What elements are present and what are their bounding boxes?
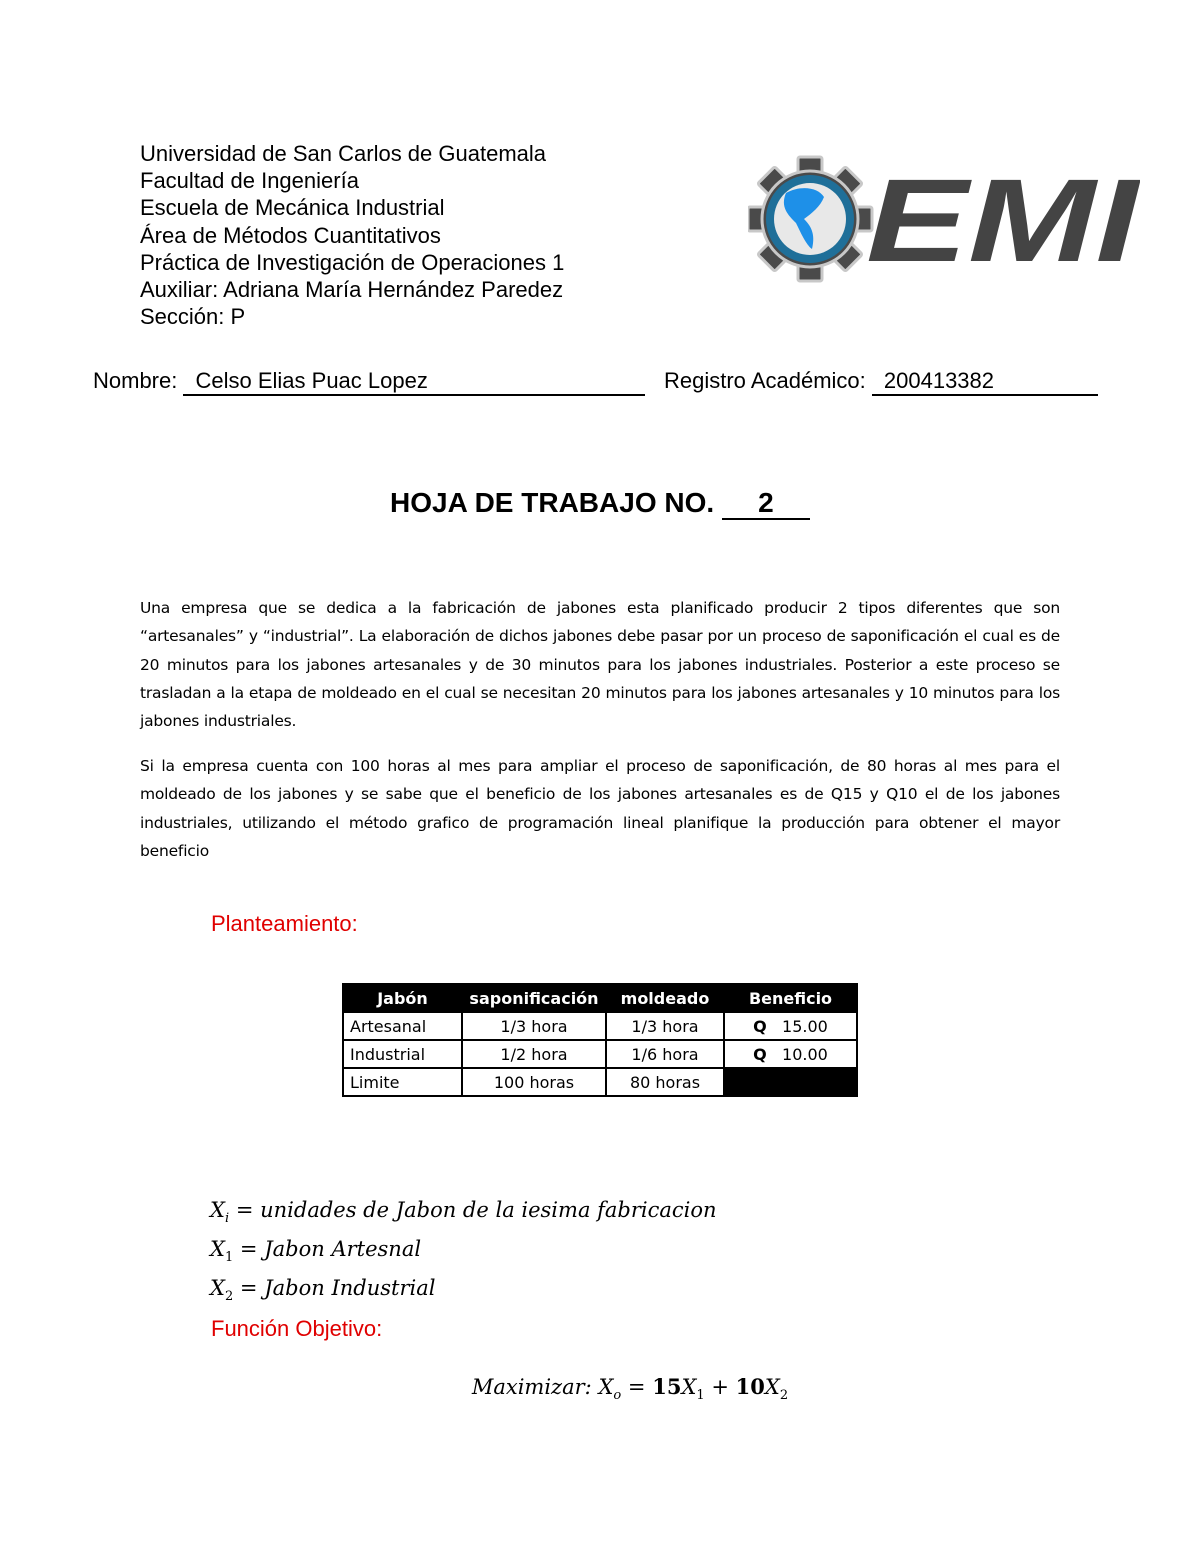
registro-field: [664, 368, 1098, 396]
table-row: [343, 1068, 857, 1096]
planteamiento-heading: Planteamiento:: [211, 911, 358, 936]
currency: Q: [753, 1044, 767, 1064]
header-cell: Beneficio: [724, 984, 857, 1012]
variable-definitions: [210, 1195, 717, 1313]
cell: [724, 1040, 857, 1068]
svg-text:EMI: EMI: [866, 155, 1140, 283]
header-line: Práctica de Investigación de Operaciones 1: [140, 249, 565, 275]
funcion-objetivo-heading: Función Objetivo:: [211, 1316, 383, 1341]
cell: 1/3 hora: [606, 1012, 724, 1040]
header-cell: Jabón: [343, 984, 462, 1012]
variable-line: $X_1$ = Jabon Artesnal: [210, 1237, 422, 1266]
amount: 10.00: [782, 1044, 828, 1064]
worksheet-number: 2: [722, 488, 810, 520]
cell: [724, 1012, 857, 1040]
data-table: [342, 983, 858, 1097]
currency: Q: [753, 1016, 767, 1036]
problem-paragraph-2: Si la empresa cuenta con 100 horas al mes para ampliar el proceso de saponificación, de 80 horas al mes para el moldeado de los jabones y se sabe que el beneficio de los jabones artesanales es de Q15 y Q10 el de los jabones industriales, utilizando el método grafico de programación lineal planifique la producción para obtener el mayor beneficio: [140, 757, 1060, 860]
cell: 1/3 hora: [462, 1012, 606, 1040]
table-row: [343, 1012, 857, 1040]
worksheet-title: [0, 487, 1200, 520]
problem-paragraph-1: Una empresa que se dedica a la fabricación de jabones esta planificado producir 2 tipos diferentes que son “artesanales” y “industrial”. La elaboración de dichos jabones debe pasar por un proceso de saponificación el cual es de 20 minutos para los jabones artesanales y de 30 minutos para los jabones industriales. Posterior a este proceso se trasladan a la etapa de moldeado en el cual se necesitan 20 minutos para los jabones artesanales y 10 minutos para los jabones industriales.: [140, 599, 1060, 731]
table-header-row: [343, 984, 857, 1012]
cell: Artesanal: [343, 1012, 462, 1040]
objective-function: Maximizar: $X_o = 15X_1 + 10X_2$: [471, 1374, 789, 1404]
name-label: Nombre:: [93, 368, 178, 393]
title-text: HOJA DE TRABAJO NO.: [390, 487, 715, 518]
variable-line: $X_2$ = Jabon Industrial: [210, 1276, 436, 1305]
institution-header: [140, 140, 564, 330]
header-line: Facultad de Ingeniería: [140, 168, 359, 194]
cell: 80 horas: [606, 1068, 724, 1096]
header-cell: moldeado: [606, 984, 724, 1012]
emi-logo: [748, 155, 1140, 283]
registro-value: 200413382: [872, 368, 1098, 396]
cell: Industrial: [343, 1040, 462, 1068]
name-field: [93, 368, 645, 396]
variable-line: $X_i$ = unidades de Jabon de la iesima fabricacion: [210, 1198, 717, 1227]
header-line: Universidad de San Carlos de Guatemala: [140, 141, 547, 166]
cell: Limite: [343, 1068, 462, 1096]
header-cell: saponificación: [462, 984, 606, 1012]
gear-icon: [748, 157, 872, 281]
cell: 100 horas: [462, 1068, 606, 1096]
header-line: Área de Métodos Cuantitativos: [140, 222, 441, 248]
empty-cell: [724, 1068, 857, 1096]
header-line: Sección: P: [140, 304, 246, 330]
registro-label: Registro Académico:: [664, 368, 866, 393]
name-value: Celso Elias Puac Lopez: [183, 368, 645, 396]
cell: 1/6 hora: [606, 1040, 724, 1068]
header-line: Auxiliar: Adriana María Hernández Paredez: [140, 277, 564, 303]
cell: 1/2 hora: [462, 1040, 606, 1068]
amount: 15.00: [782, 1016, 828, 1036]
table-row: [343, 1040, 857, 1068]
header-line: Escuela de Mecánica Industrial: [140, 195, 445, 221]
